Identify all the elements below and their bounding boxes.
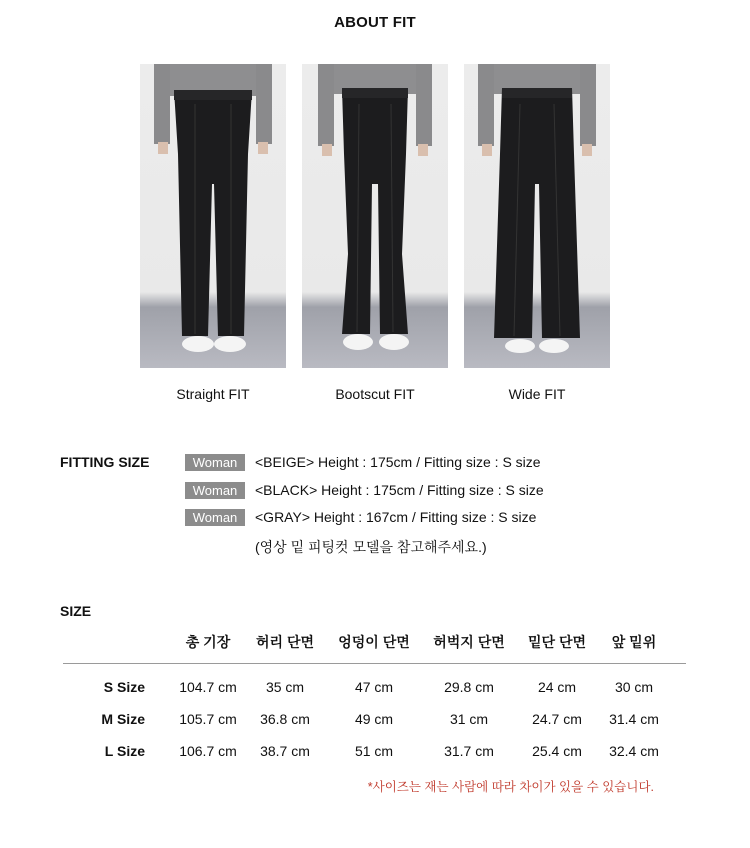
column-header: 총 기장 [185,634,231,650]
bootscut-fit-caption: Bootscut FIT [335,386,415,402]
wide-fit-photo [464,64,610,368]
fitting-size-label: FITTING SIZE [60,454,150,470]
fitting-row-beige [185,453,541,471]
table-cell: 35 cm [265,679,305,695]
column-header: 허리 단면 [256,634,314,650]
column-header: 밑단 단면 [528,634,586,650]
straight-fit-illustration [140,64,286,368]
fitting-row-black [185,481,544,499]
table-cell: 29.8 cm [444,679,494,695]
table-cell: 25.4 cm [532,743,582,759]
table-cell: 24 cm [537,679,577,695]
page-title: ABOUT FIT [334,14,416,31]
size-label: SIZE [60,603,92,619]
row-header: S Size [103,679,145,695]
column-header: 엉덩이 단면 [338,634,410,650]
row-header: M Size [101,711,145,727]
straight-fit-photo [140,64,286,368]
wide-fit-caption: Wide FIT [508,386,566,402]
table-cell: 38.7 cm [260,743,310,759]
straight-fit-caption: Straight FIT [176,386,250,402]
fitting-row-gray [185,508,536,526]
fitting-text: <BLACK> Height : 175cm / Fitting size : S size [255,482,544,498]
table-cell: 47 cm [354,679,394,695]
table-cell: 30 cm [614,679,654,695]
column-header: 허벅지 단면 [433,634,505,650]
table-cell: 49 cm [354,711,394,727]
table-cell: 24.7 cm [532,711,582,727]
fitting-text: <GRAY> Height : 167cm / Fitting size : S size [255,509,537,525]
table-cell: 31 cm [449,711,489,727]
bootscut-fit-illustration [302,64,448,368]
column-header: 앞 밑위 [611,634,657,650]
table-cell: 36.8 cm [260,711,310,727]
table-cell: 104.7 cm [179,679,237,695]
fitting-note: (영상 밑 피팅컷 모델을 참고해주세요.) [255,539,487,555]
table-cell: 105.7 cm [179,711,237,727]
table-cell: 32.4 cm [609,743,659,759]
table-cell: 51 cm [354,743,394,759]
table-divider [63,663,686,664]
woman-badge: Woman [185,482,245,499]
table-cell: 31.7 cm [444,743,494,759]
woman-badge: Woman [185,454,245,471]
fitting-text: <BEIGE> Height : 175cm / Fitting size : S size [255,454,541,470]
bootscut-fit-photo [302,64,448,368]
table-cell: 31.4 cm [609,711,659,727]
woman-badge: Woman [185,509,245,526]
wide-fit-illustration [464,64,610,368]
size-disclaimer: *사이즈는 재는 사람에 따라 차이가 있을 수 있습니다. [367,780,654,794]
table-cell: 106.7 cm [179,743,237,759]
row-header: L Size [104,743,145,759]
